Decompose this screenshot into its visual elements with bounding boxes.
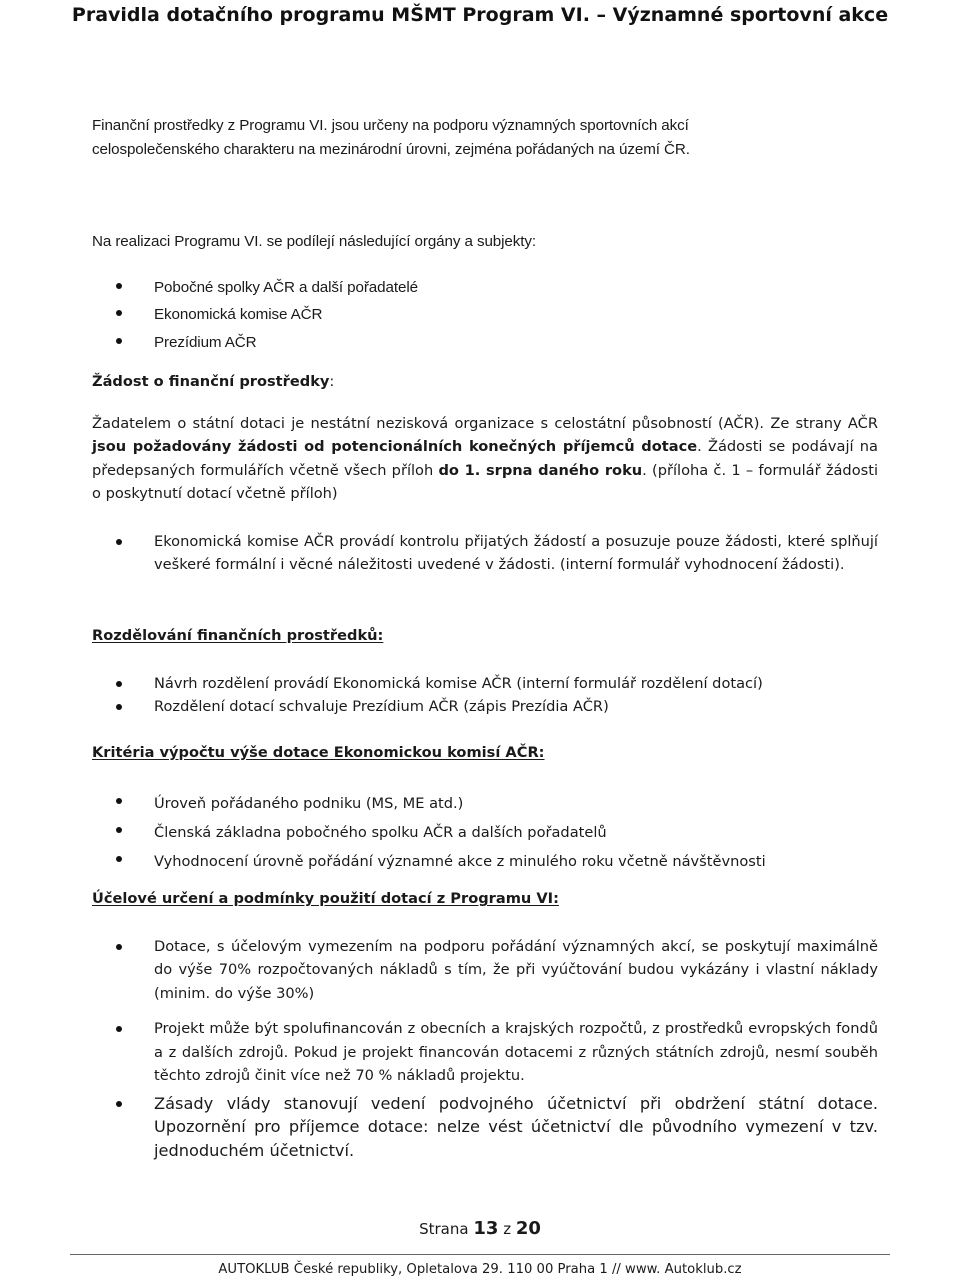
application-text-b: jsou požadovány žádosti od potencionálních konečných příjemců dotace <box>92 438 698 455</box>
application-heading-text: Žádost o finanční prostředky <box>92 373 330 390</box>
intro-line-2: celospolečenského charakteru na mezinárodní úrovni, zejména pořádaných na území ČR. <box>92 140 690 158</box>
list-item: Zásady vlády stanovují vedení podvojného účetnictví při obdržení státní dotace. Upozornění pro příjemce dotace: nelze vést účetnictví dle původního vymezení v tzv. jednoduchém účetnictví. <box>92 1092 878 1163</box>
list-item: Členská základna pobočného spolku AČR a dalších pořadatelů <box>92 818 878 847</box>
application-text-a: Žadatelem o státní dotaci je nestátní nezisková organizace s celostátní působností (AČR). Ze strany AČR <box>92 414 878 432</box>
application-text-e: . (příloha č. 1 – formulář žádosti o poskytnutí dotací včetně příloh) <box>92 461 878 502</box>
application-section <box>92 370 878 577</box>
purpose-section <box>92 887 878 1162</box>
page-total: 20 <box>515 1218 541 1239</box>
list-item: Pobočné spolky AČR a další pořadatelé <box>92 274 878 302</box>
list-item: Návrh rozdělení provádí Ekonomická komise AČR (interní formulář rozdělení dotací) <box>92 672 878 696</box>
page-current: 13 <box>473 1218 499 1239</box>
criteria-list <box>92 789 878 876</box>
list-item: Rozdělení dotací schvaluje Prezídium AČR (zápis Prezídia AČR) <box>92 695 878 719</box>
application-paragraph <box>92 412 878 506</box>
page-word: Strana <box>419 1220 469 1238</box>
participants-list <box>92 274 878 357</box>
page-of-word: z <box>503 1220 512 1238</box>
page-header-title: Pravidla dotačního programu MŠMT Program VI. – Významné sportovní akce <box>71 4 889 26</box>
list-item: Ekonomická komise AČR <box>92 301 878 329</box>
distribution-section <box>92 624 878 719</box>
intro-line-1: Finanční prostředky z Programu VI. jsou určeny na podporu významných sportovních akcí <box>92 117 689 134</box>
intro-paragraph <box>92 114 878 161</box>
purpose-heading: Účelové určení a podmínky použití dotací z Programu VI: <box>92 890 559 907</box>
list-item: Prezídium AČR <box>92 329 878 357</box>
list-item: Vyhodnocení úrovně pořádání významné akce z minulého roku včetně návštěvnosti <box>92 847 878 876</box>
footer-address: AUTOKLUB České republiky, Opletalova 29. 110 00 Praha 1 // www. Autoklub.cz <box>218 1262 742 1277</box>
participants-lead: Na realizaci Programu VI. se podílejí následující orgány a subjekty: <box>92 233 536 250</box>
application-text-d: do 1. srpna daného roku <box>438 461 643 479</box>
list-item: Ekonomická komise AČR provádí kontrolu přijatých žádostí a posuzuje pouze žádosti, které splňují veškeré formální i věcné náležitosti uvedené v žádosti. (interní formulář vyhodnocení žádosti). <box>92 530 878 577</box>
application-list <box>92 530 878 577</box>
participants-section <box>92 230 878 356</box>
page-number <box>0 1218 960 1239</box>
distribution-list <box>92 672 878 719</box>
list-item: Projekt může být spolufinancován z obecních a krajských rozpočtů, z prostředků evropských fondů a z dalších zdrojů. Pokud je projekt financován dotacemi z různých státních zdrojů, nesmí souběh těchto zdrojů činit více než 70 % nákladů projektu. <box>92 1017 878 1088</box>
distribution-heading: Rozdělování finančních prostředků: <box>92 627 384 644</box>
application-heading <box>92 370 878 394</box>
purpose-list <box>92 935 878 1163</box>
list-item: Dotace, s účelovým vymezením na podporu pořádání významných akcí, se poskytují maximálně do výše 70% rozpočtovaných nákladů s tím, že při vyúčtování budou vykázány i vlastní náklady (minim. do výše 30%) <box>92 935 878 1006</box>
application-text-c: . Žádosti se podávají na předepsaných formulářích včetně všech příloh <box>92 438 878 479</box>
application-heading-colon: : <box>329 373 335 390</box>
criteria-heading: Kritéria výpočtu výše dotace Ekonomickou komisí AČR: <box>92 744 545 761</box>
list-item: Úroveň pořádaného podniku (MS, ME atd.) <box>92 789 878 818</box>
footer-divider <box>70 1254 890 1255</box>
criteria-section <box>92 741 878 876</box>
